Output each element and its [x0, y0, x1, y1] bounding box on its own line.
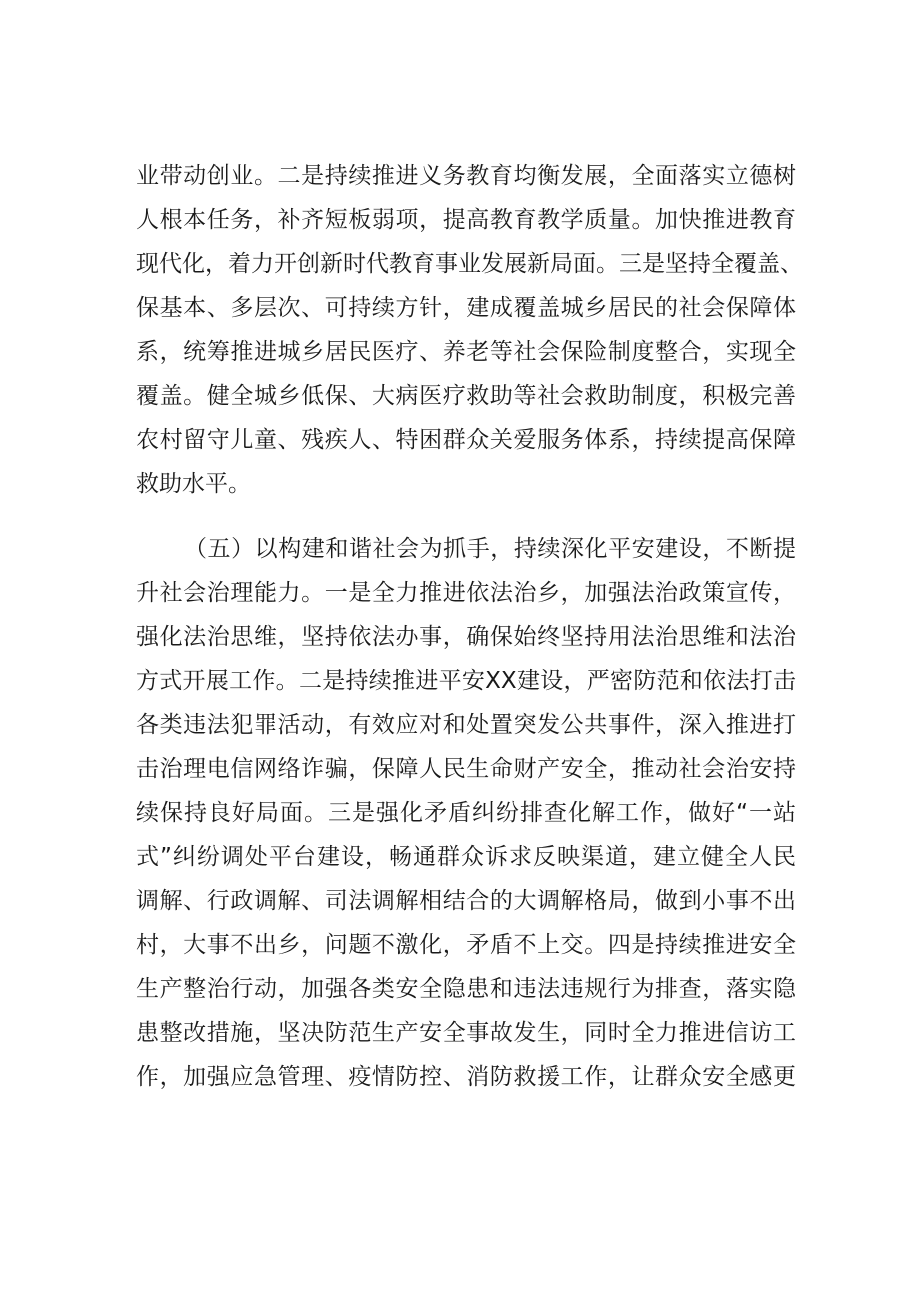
section-heading-line: （五）以构建和谐社会为抓手，持续深化平安建设，不断提 — [184, 536, 796, 562]
text-line: 患整改措施，坚决防范生产安全事故发生，同时全力推进信访工 — [136, 1020, 796, 1046]
text-line: 各类违法犯罪活动，有效应对和处置突发公共事件，深入推进打 — [136, 712, 796, 738]
text-line: 续保持良好局面。三是强化矛盾纠纷排查化解工作，做好“一站 — [136, 800, 796, 826]
text-line: 业带动创业。二是持续推进义务教育均衡发展，全面落实立德树 — [136, 163, 796, 189]
text-line: 救助水平。 — [136, 471, 251, 497]
text-line: 农村留守儿童、残疾人、特困群众关爱服务体系，持续提高保障 — [136, 427, 796, 453]
text-line: 保基本、多层次、可持续方针，建成覆盖城乡居民的社会保障体 — [136, 295, 796, 321]
text-line: 人根本任务，补齐短板弱项，提高教育教学质量。加快推进教育 — [136, 207, 796, 233]
text-line: 生产整治行动，加强各类安全隐患和违法违规行为排查，落实隐 — [136, 976, 796, 1002]
text-line: 系，统筹推进城乡居民医疗、养老等社会保险制度整合，实现全 — [136, 339, 796, 365]
text-line: 村，大事不出乡，问题不激化，矛盾不上交。四是持续推进安全 — [136, 932, 796, 958]
text-line: 击治理电信网络诈骗，保障人民生命财产安全，推动社会治安持 — [136, 756, 796, 782]
text-line: 方式开展工作。二是持续推进平安XX建设，严密防范和依法打击 — [136, 668, 796, 694]
text-line: 强化法治思维，坚持依法办事，确保始终坚持用法治思维和法治 — [136, 624, 796, 650]
text-line: 现代化，着力开创新时代教育事业发展新局面。三是坚持全覆盖、 — [136, 251, 803, 277]
text-line: 式”纠纷调处平台建设，畅通群众诉求反映渠道，建立健全人民 — [136, 844, 796, 870]
text-line: 升社会治理能力。一是全力推进依法治乡，加强法治政策宣传， — [136, 580, 796, 606]
text-line: 调解、行政调解、司法调解相结合的大调解格局，做到小事不出 — [136, 888, 796, 914]
text-line: 覆盖。健全城乡低保、大病医疗救助等社会救助制度，积极完善 — [136, 383, 796, 409]
text-line: 作，加强应急管理、疫情防控、消防救援工作，让群众安全感更 — [136, 1064, 796, 1090]
